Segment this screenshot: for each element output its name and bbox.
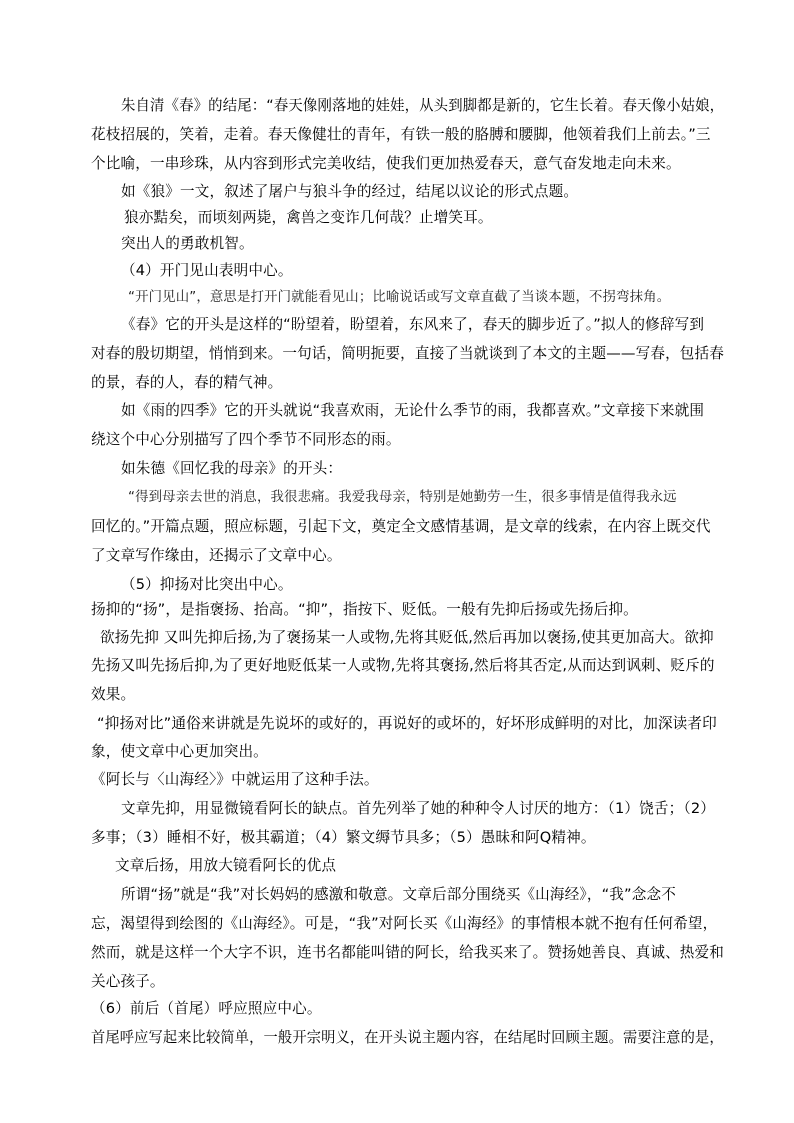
text-line: 象，使文章中心更加突出。 bbox=[91, 743, 268, 760]
text-line: “开门见山”，意思是打开门就能看见山；比喻说话或写文章直截了当谈本题，不拐弯抹角。 bbox=[128, 290, 671, 305]
paragraph-contrast-cont bbox=[91, 738, 268, 767]
text-line: 多事；（3）睡相不好，极其霸道；（4）繁文缛节具多；（5）愚昧和阿Q精神。 bbox=[91, 829, 596, 846]
section-heading-6 bbox=[91, 995, 322, 1024]
paragraph-spring-opening-cont bbox=[91, 340, 725, 398]
paragraph-zhude-intro bbox=[121, 455, 342, 484]
paragraph-spring-opening bbox=[121, 311, 704, 340]
text-line: 的景，春的人，春的精气神。 bbox=[91, 373, 283, 391]
paragraph-shouwei bbox=[91, 1024, 740, 1053]
paragraph-zhude-quote-cont bbox=[91, 513, 711, 571]
text-line: 如《狼》一文，叙述了屠户与狼斗争的经过，结尾以议论的形式点题。 bbox=[121, 183, 579, 200]
paragraph-achang-yang bbox=[121, 881, 676, 910]
paragraph-kaimen-definition bbox=[128, 284, 670, 313]
paragraph-rain-seasons-cont bbox=[91, 426, 401, 455]
paragraph-spring-ending bbox=[121, 92, 733, 121]
paragraph-yuyang bbox=[100, 624, 714, 653]
text-line: 狼亦黠矣，而顷刻两毙，禽兽之变诈几何哉？止增笑耳。 bbox=[124, 209, 493, 226]
text-line: 先扬又叫先扬后抑,为了更好地贬低某一人或物,先将其褒扬,然后将其否定,从而达到讽刺、贬斥的 bbox=[91, 657, 715, 674]
text-line: 个比喻，一串珍珠，从内容到形式完美收结，使我们更加热爱春天，意气奋发地走向未来。 bbox=[91, 154, 681, 172]
paragraph-achang-yi-cont bbox=[91, 824, 596, 853]
text-line: 欲扬先抑 又叫先抑后扬,为了褒扬某一人或物,先将其贬低,然后再加以褒扬,使其更加高大。欲抑 bbox=[100, 629, 714, 646]
text-line: 关心孩子。 bbox=[91, 972, 165, 990]
text-line: “得到母亲去世的消息，我很悲痛。我爱我母亲，特别是她勤劳一生，很多事情是值得我永远 bbox=[128, 490, 677, 505]
text-line: 所谓“扬”就是“我”对长妈妈的感激和敬意。文章后部分围绕买《山海经》，“我”念念不 bbox=[121, 886, 676, 903]
text-line: 了文章写作缘由，还揭示了文章中心。 bbox=[91, 546, 342, 564]
text-line: 效果。 bbox=[91, 685, 136, 703]
text-line: “抑扬对比”通俗来讲就是先说坏的或好的，再说好的或坏的，好坏形成鲜明的对比，加深读者印 bbox=[97, 715, 717, 732]
text-line: 《春》它的开头是这样的“盼望着，盼望着，东风来了，春天的脚步近了。”拟人的修辞写到 bbox=[121, 316, 705, 333]
paragraph-wolf-quote bbox=[124, 204, 493, 233]
text-line: （6）前后（首尾）呼应照应中心。 bbox=[91, 1000, 322, 1017]
paragraph-contrast bbox=[97, 710, 717, 739]
text-line: 朱自清《春》的结尾：“春天像刚落地的娃娃，从头到脚都是新的，它生长着。春天像小姑娘， bbox=[121, 97, 725, 114]
text-line: 花枝招展的，笑着，走着。春天像健壮的青年，有铁一般的胳膊和腰脚，他领着我们上前去。”三 bbox=[91, 126, 711, 143]
text-line: （4）开门见山表明中心。 bbox=[121, 262, 293, 279]
paragraph-yangyi bbox=[91, 596, 638, 625]
text-line: 文章后扬，用放大镜看阿长的优点 bbox=[115, 857, 337, 874]
text-line: 如《雨的四季》它的开头就说“我喜欢雨，无论什么季节的雨，我都喜欢。”文章接下来就围 bbox=[121, 402, 705, 419]
paragraph-spring-ending-cont bbox=[91, 121, 711, 179]
paragraph-achang-intro bbox=[91, 766, 379, 795]
text-line: 忘，渴望得到绘图的《山海经》。可是，“我”对阿长买《山海经》的事情根本就不抱有任何希望， bbox=[91, 915, 718, 932]
paragraph-achang-yi bbox=[121, 795, 715, 824]
paragraph-brave bbox=[121, 230, 254, 259]
paragraph-wolf bbox=[121, 178, 578, 207]
paragraph-achang-yang-cont bbox=[91, 910, 725, 996]
paragraph-zhude-quote bbox=[128, 484, 677, 513]
text-line: 扬抑的“扬”，是指褒扬、抬高。“抑”，指按下、贬低。一般有先抑后扬或先扬后抑。 bbox=[91, 601, 638, 618]
paragraph-rain-seasons bbox=[121, 397, 704, 426]
text-line: 首尾呼应写起来比较简单，一般开宗明义，在开头说主题内容，在结尾时回顾主题。需要注意的是， bbox=[91, 1029, 724, 1046]
text-line: 绕这个中心分别描写了四个季节不同形态的雨。 bbox=[91, 431, 401, 448]
paragraph-yuyang-cont bbox=[91, 652, 715, 710]
text-line: 对春的殷切期望，悄悄到来。一句话，简明扼要，直接了当就谈到了本文的主题——写春，包括春 bbox=[91, 345, 724, 362]
text-line: 如朱德《回忆我的母亲》的开头： bbox=[121, 460, 343, 477]
paragraph-achang-yang-heading bbox=[115, 852, 336, 881]
text-line: 突出人的勇敢机智。 bbox=[121, 235, 254, 252]
text-line: 文章先抑，用显微镜看阿长的缺点。首先列举了她的种种令人讨厌的地方：（1）饶舌；（2） bbox=[121, 800, 716, 817]
text-line: 《阿长与〈山海经〉》中就运用了这种手法。 bbox=[91, 771, 379, 788]
text-line: （5）抑扬对比突出中心。 bbox=[121, 576, 293, 593]
text-line: 回忆的。”开篇点题，照应标题，引起下文，奠定全文感情基调，是文章的线索，在内容上既交代 bbox=[91, 518, 711, 535]
text-line: 然而，就是这样一个大字不识，连书名都能叫错的阿长，给我买来了。赞扬她善良、真诚、热爱和 bbox=[91, 943, 724, 961]
section-heading-4 bbox=[121, 257, 293, 286]
